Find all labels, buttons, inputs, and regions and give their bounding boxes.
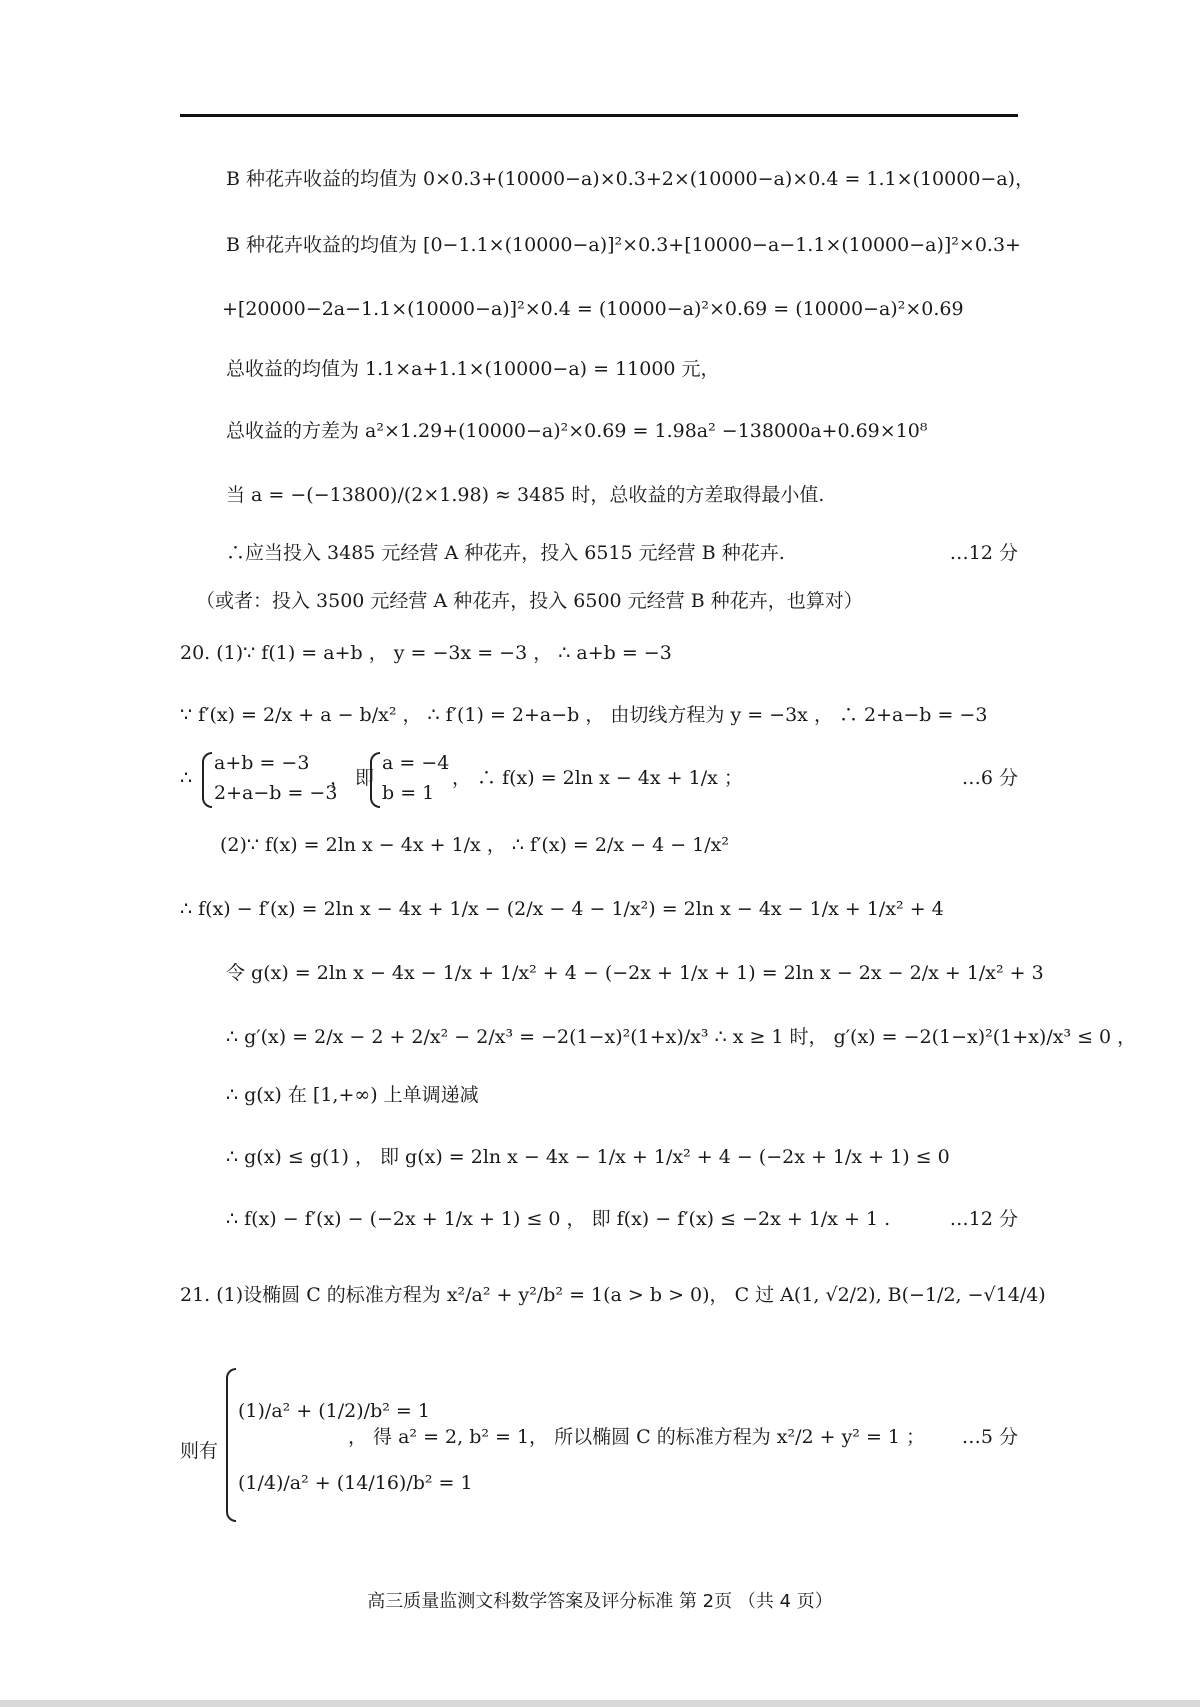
line-q20-g-bound: ∴ g(x) ≤ g(1) ， 即 g(x) = 2ln x − 4x − 1/x + 1/x² + 4 − (−2x + 1/x + 1) ≤ 0 [226, 1146, 950, 1168]
score-q20-part1: …6 分 [961, 767, 1018, 789]
score-q20-part2: …12 分 [949, 1208, 1018, 1230]
line-q20-namely: ， 即 [330, 767, 375, 789]
line-q20-part2: (2)∵ f(x) = 2ln x − 4x + 1/x ， ∴ f′(x) = 2/x − 4 − 1/x² [220, 834, 729, 856]
line-b-mean: B 种花卉收益的均值为 0×0.3+(10000−a)×0.3+2×(10000−a)×0.4 = 1.1×(10000−a)， [226, 168, 1035, 190]
system2-eq2: b = 1 [382, 782, 435, 804]
line-q20-f-result: ， ∴ f(x) = 2ln x − 4x + 1/x ； [452, 767, 743, 789]
line-total-variance: 总收益的方差为 a²×1.29+(10000−a)²×0.69 = 1.98a² −138000a+0.69×10⁸ [226, 420, 928, 442]
line-minimum: 当 a = −(−13800)/(2×1.98) ≈ 3485 时，总收益的方差取得最小值. [226, 484, 825, 506]
line-conclusion: ∴应当投入 3485 元经营 A 种花卉，投入 6515 元经营 B 种花卉. [226, 542, 785, 564]
line-q20-therefore: ∴ [180, 767, 193, 789]
line-q20-difference: ∴ f(x) − f′(x) = 2ln x − 4x + 1/x − (2/x − 4 − 1/x²) = 2ln x − 4x − 1/x + 1/x² + 4 [180, 898, 944, 920]
line-q21-part1: 21. (1)设椭圆 C 的标准方程为 x²/a² + y²/b² = 1(a > b > 0)， C 过 A(1, √2/2), B(−1/2, −√14/4) [180, 1284, 1046, 1306]
score-q19: …12 分 [949, 542, 1018, 564]
line-alternative: （或者：投入 3500 元经营 A 种花卉，投入 6500 元经营 B 种花卉，也算对） [196, 590, 863, 612]
line-q21-result: ， 得 a² = 2, b² = 1， 所以椭圆 C 的标准方程为 x²/2 + y² = 1 ； [348, 1426, 926, 1448]
line-q20-g-derivative: ∴ g′(x) = 2/x − 2 + 2/x² − 2/x³ = −2(1−x)²(1+x)/x³ ∴ x ≥ 1 时， g′(x) = −2(1−x)²(1+x)/x³ ≤ 0 ， [226, 1026, 1137, 1048]
bottom-edge [0, 1700, 1200, 1707]
line-q20-derivative: ∵ f′(x) = 2/x + a − b/x² ， ∴ f′(1) = 2+a−b ， 由切线方程为 y = −3x ， ∴ 2+a−b = −3 [180, 704, 988, 726]
system2-eq1: a = −4 [382, 752, 450, 774]
line-b-variance: B 种花卉收益的均值为 [0−1.1×(10000−a)]²×0.3+[10000−a−1.1×(10000−a)]²×0.3+ [226, 234, 1021, 256]
header-rule [180, 114, 1018, 117]
score-q21-part1: …5 分 [961, 1426, 1018, 1448]
line-q20-decreasing: ∴ g(x) 在 [1,+∞) 上单调递减 [226, 1084, 479, 1106]
q21-system-eq1: (1)/a² + (1/2)/b² = 1 [238, 1400, 430, 1422]
line-q20-part1: 20. (1)∵ f(1) = a+b ， y = −3x = −3 ， ∴ a+b = −3 [180, 642, 672, 664]
system1-eq2: 2+a−b = −3 [214, 782, 338, 804]
line-q21-then: 则有 [180, 1440, 219, 1462]
system1-eq1: a+b = −3 [214, 752, 310, 774]
system-brace-2 [370, 752, 380, 808]
line-q20-final: ∴ f(x) − f′(x) − (−2x + 1/x + 1) ≤ 0 ， 即 f(x) − f′(x) ≤ −2x + 1/x + 1 . [226, 1208, 891, 1230]
line-total-mean: 总收益的均值为 1.1×a+1.1×(10000−a) = 11000 元， [226, 358, 720, 380]
page-footer: 高三质量监测文科数学答案及评分标准 第 2页 （共 4 页） [367, 1591, 833, 1612]
line-q20-define-g: 令 g(x) = 2ln x − 4x − 1/x + 1/x² + 4 − (−2x + 1/x + 1) = 2ln x − 2x − 2/x + 1/x² + 3 [226, 962, 1044, 984]
q21-system-eq2: (1/4)/a² + (14/16)/b² = 1 [238, 1472, 473, 1494]
line-b-variance-cont: +[20000−2a−1.1×(10000−a)]²×0.4 = (10000−a)²×0.69 = (10000−a)²×0.69 [222, 298, 964, 320]
system-brace-3 [226, 1368, 236, 1522]
system-brace-1 [202, 752, 212, 808]
